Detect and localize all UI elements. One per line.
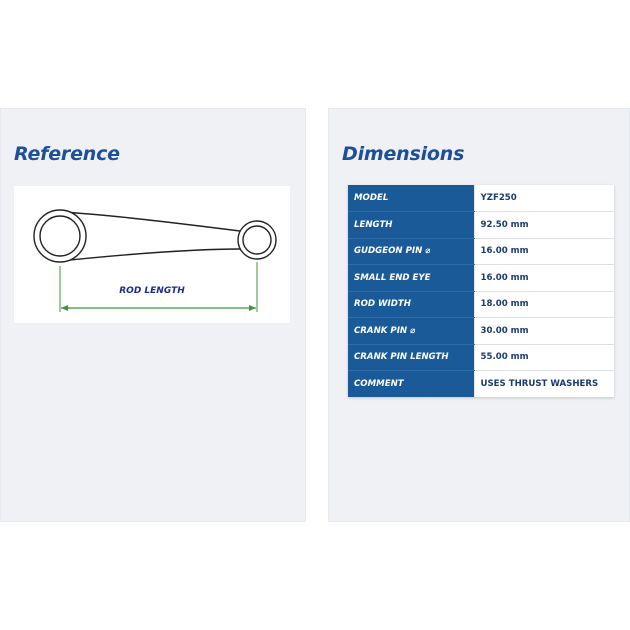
row-value: 92.50 mm: [474, 212, 614, 239]
big-end-inner: [40, 216, 80, 256]
row-label: MODEL: [348, 185, 474, 212]
reference-panel: [0, 108, 306, 522]
reference-title: Reference: [14, 143, 120, 165]
table-row: [348, 318, 614, 345]
row-value: 18.00 mm: [474, 291, 614, 318]
row-label: CRANK PIN ⌀: [348, 318, 474, 345]
dimensions-table: [348, 185, 614, 397]
row-value: 55.00 mm: [474, 344, 614, 371]
dimensions-title: Dimensions: [342, 143, 465, 165]
table-row: [348, 344, 614, 371]
small-end-inner: [243, 226, 271, 254]
row-label: GUDGEON PIN ⌀: [348, 238, 474, 265]
row-value: USES THRUST WASHERS: [474, 371, 614, 398]
row-label: SMALL END EYE: [348, 265, 474, 292]
row-label: ROD WIDTH: [348, 291, 474, 318]
connecting-rod-diagram: [14, 186, 290, 323]
row-value: 16.00 mm: [474, 238, 614, 265]
table-row: [348, 371, 614, 398]
row-label: CRANK PIN LENGTH: [348, 344, 474, 371]
rod-outline: [60, 212, 240, 261]
table-row: [348, 212, 614, 239]
row-value: YZF250: [474, 185, 614, 212]
row-value: 16.00 mm: [474, 265, 614, 292]
row-label: COMMENT: [348, 371, 474, 398]
row-label: LENGTH: [348, 212, 474, 239]
row-value: 30.00 mm: [474, 318, 614, 345]
table-row: [348, 238, 614, 265]
rod-length-label: ROD LENGTH: [119, 286, 185, 296]
dimensions-panel: [328, 108, 630, 522]
table-row: [348, 291, 614, 318]
table-row: [348, 185, 614, 212]
table-row: [348, 265, 614, 292]
